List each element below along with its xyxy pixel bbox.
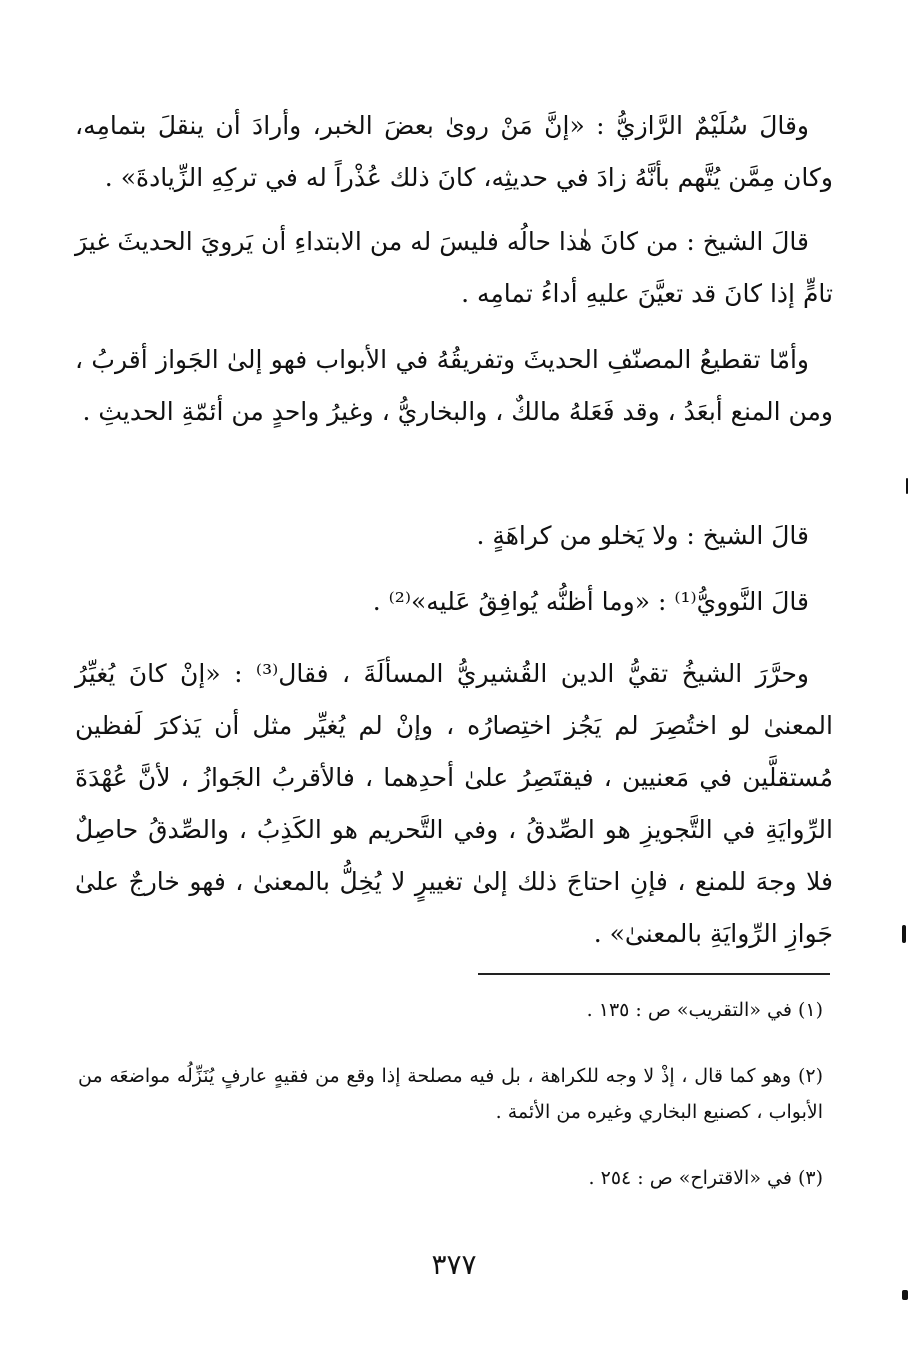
scan-margin-mark [902, 925, 906, 943]
footnote-separator [478, 973, 830, 975]
paragraph-nawawi-quote: قالَ النَّوويُّ⁽¹⁾ : «وما أظنُّه يُوافِقُ عَليه»⁽²⁾ . [372, 587, 809, 616]
paragraph-razi-quote: وقالَ سُلَيْمٌ الرَّازيُّ : «إنَّ مَنْ روىٰ بعضَ الخبر، وأرادَ أن ينقلَ بتمامِه، وكان مِمَّن يُتَّهم بأنَّهُ زادَ في حديثِه، كانَ ذلك عُذْراً له في تركِهِ الزِّيادةَ» . [75, 111, 833, 192]
scan-margin-mark [902, 1290, 908, 1300]
page-number: ٣٧٧ [431, 1248, 477, 1281]
footnote-2: (٢) وهو كما قال ، إذْ لا وجه للكراهة ، بل فيه مصلحة إذا وقع من فقيهٍ عارفٍ يُنَزِّلُه مواضعَه من الأبواب ، كصنيع البخاري وغيره من الأئمة . [78, 1065, 823, 1123]
paragraph-qushayri-quote: وحرَّرَ الشيخُ تقيُّ الدين القُشيريُّ المسألَةَ ، فقال⁽³⁾ : «إنْ كانَ يُغيِّرُ المعنىٰ لو اختُصِرَ لم يَجُز اختِصارُه ، وإنْ لم يُغيِّر مثل أن يَذكرَ لَفظين مُستقلَّين في مَعنيين ، فيقتَصِرُ علىٰ أحدِهما ، فالأقربُ الجَوازُ ، لأنَّ عُهْدَةَ الرِّوايَةِ في التَّجويزِ هو الصِّدقُ ، وفي التَّحريم هو الكَذِبُ ، والصِّدقُ حاصِلٌ فلا وجهَ للمنع ، فإنِ احتاجَ ذلك إلىٰ تغييرٍ لا يُخِلُّ بالمعنىٰ ، فهو خارجٌ علىٰ جَوازِ الرِّوايَةِ بالمعنىٰ» . [75, 659, 833, 948]
footnote-1: (١) في «التقريب» ص : ١٣٥ . [586, 999, 823, 1021]
footnote-3: (٣) في «الاقتراح» ص : ٢٥٤ . [588, 1167, 823, 1189]
paragraph-shaykh-comment-1: قالَ الشيخ : من كانَ هٰذا حالُه فليسَ له من الابتداءِ أن يَرويَ الحديثَ غيرَ تامٍّ إذا كانَ قد تعيَّنَ عليهِ أداءُ تمامِه . [75, 227, 833, 308]
paragraph-hadith-division: وأمّا تقطيعُ المصنّفِ الحديثَ وتفريقُهُ في الأبواب فهو إلىٰ الجَواز أقربُ ، ومن المنع أبعَدُ ، وقد فَعَلهُ مالكٌ ، والبخاريُّ ، وغيرُ واحدٍ من أئمّةِ الحديثِ . [75, 345, 833, 426]
paragraph-shaykh-comment-2: قالَ الشيخ : ولا يَخلو من كراهَةٍ . [476, 521, 809, 550]
